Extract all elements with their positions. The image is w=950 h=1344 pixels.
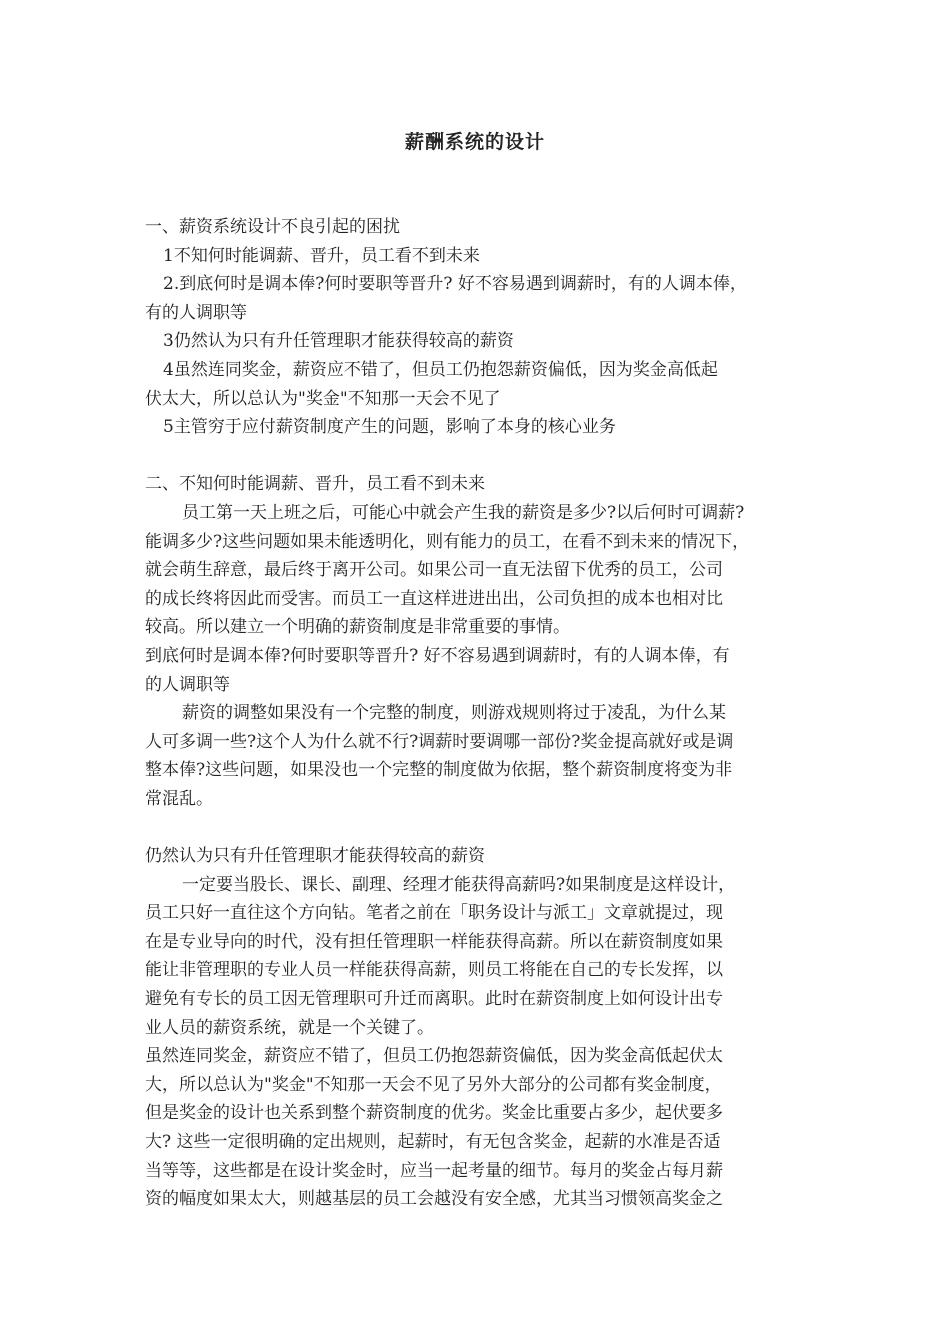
- paragraph-line: 业人员的薪资系统，就是一个关键了。: [145, 1017, 434, 1038]
- subheading-line: 虽然连同奖金，薪资应不错了，但员工仍抱怨薪资偏低，因为奖金高低起伏太: [145, 1046, 723, 1067]
- list-item-continuation: 伏太大，所以总认为"奖金"不知那一天会不见了: [145, 388, 501, 409]
- subheading-line: 的人调职等: [145, 674, 230, 695]
- paragraph-line: 整本俸?这些问题，如果没也一个完整的制度做为依据，整个薪资制度将变为非: [145, 760, 733, 781]
- paragraph-line: 当等等，这些都是在设计奖金时，应当一起考量的细节。每月的奖金占每月薪: [145, 1160, 723, 1181]
- paragraph-line: 能让非管理职的专业人员一样能获得高薪，则员工将能在自己的专长发挥，以: [145, 960, 723, 981]
- paragraph-line: 一定要当股长、课长、副理、经理才能获得高薪吗?如果制度是这样设计，: [182, 874, 736, 895]
- document-body: [145, 213, 810, 1214]
- paragraph-line: 就会萌生辞意，最后终于离开公司。如果公司一直无法留下优秀的员工，公司: [145, 560, 723, 581]
- blank-line: [145, 442, 810, 471]
- section-heading: 一、薪资系统设计不良引起的困扰: [145, 217, 400, 237]
- paragraph-line: 资的幅度如果太大，则越基层的员工会越没有安全感，尤其当习惯领高奖金之: [145, 1189, 723, 1210]
- paragraph-line: 避免有专长的员工因无管理职可升迁而离职。此时在薪资制度上如何设计出专: [145, 989, 723, 1010]
- paragraph-line: 薪资的调整如果没有一个完整的制度，则游戏规则将过于凌乱，为什么某: [182, 703, 726, 724]
- list-item: 2.到底何时是调本俸?何时要职等晋升? 好不容易遇到调薪时，有的人调本俸，: [163, 274, 747, 295]
- list-item: 5主管穷于应付薪资制度产生的问题，影响了本身的核心业务: [163, 417, 616, 438]
- paragraph-line: 常混乱。: [145, 788, 213, 809]
- blank-line: [145, 813, 810, 842]
- paragraph-line: 但是奖金的设计也关系到整个薪资制度的优劣。奖金比重要占多少，起伏要多: [145, 1103, 723, 1124]
- paragraph-line: 较高。所以建立一个明确的薪资制度是非常重要的事情。: [145, 617, 570, 638]
- section-heading: 二、不知何时能调薪、晋升，员工看不到未来: [145, 474, 485, 495]
- subheading-line: 到底何时是调本俸?何时要职等晋升? 好不容易遇到调薪时，有的人调本俸，有: [145, 645, 730, 666]
- list-item: 3仍然认为只有升任管理职才能获得较高的薪资: [163, 331, 514, 352]
- list-item-continuation: 有的人调职等: [145, 302, 247, 323]
- paragraph-line: 人可多调一些?这个人为什么就不行?调薪时要调哪一部份?奖金提高就好或是调: [145, 731, 734, 752]
- paragraph-line: 大? 这些一定很明确的定出规则，起薪时，有无包含奖金，起薪的水准是否适: [145, 1132, 721, 1152]
- paragraph-line: 在是专业导向的时代，没有担任管理职一样能获得高薪。所以在薪资制度如果: [145, 931, 723, 952]
- list-item: 1不知何时能调薪、晋升，员工看不到未来: [163, 245, 480, 266]
- list-item: 4虽然连同奖金，薪资应不错了，但员工仍抱怨薪资偏低，因为奖金高低起: [163, 359, 718, 380]
- paragraph-line: 员工第一天上班之后，可能心中就会产生我的薪资是多少?以后何时可调薪?: [182, 502, 745, 523]
- paragraph-line: 员工只好一直往这个方向钻。笔者之前在「职务设计与派工」文章就提过，现: [145, 903, 723, 924]
- paragraph-line: 能调多少?这些问题如果未能透明化，则有能力的员工，在看不到未来的情况下，: [145, 531, 750, 552]
- paragraph-line: 大，所以总认为"奖金"不知那一天会不见了另外大部分的公司都有奖金制度，: [145, 1074, 722, 1095]
- paragraph-line: 的成长终将因此而受害。而员工一直这样进进出出，公司负担的成本也相对比: [145, 588, 723, 609]
- document-title: 薪酬系统的设计: [404, 131, 545, 153]
- subheading-line: 仍然认为只有升任管理职才能获得较高的薪资: [145, 846, 485, 867]
